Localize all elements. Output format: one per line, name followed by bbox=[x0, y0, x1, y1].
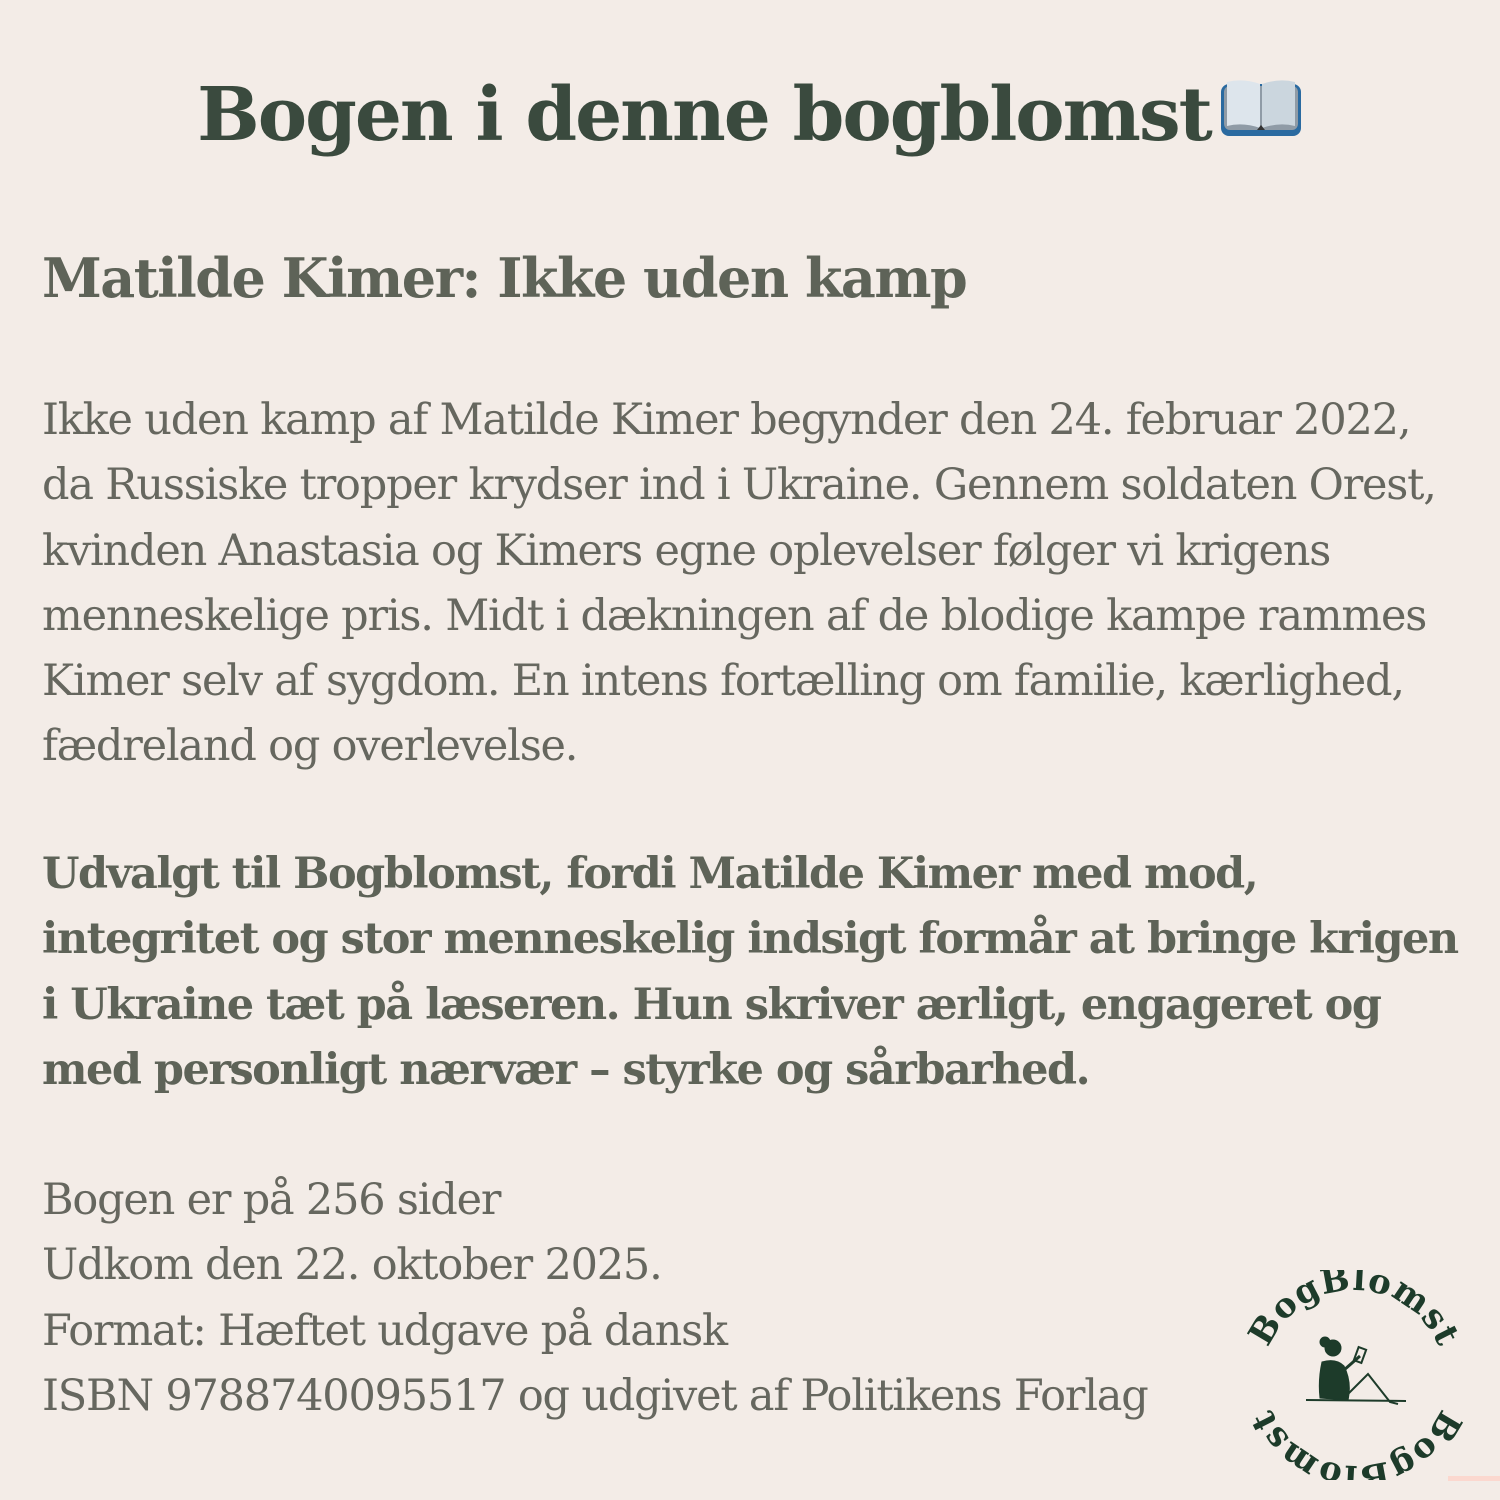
book-description: Ikke uden kamp af Matilde Kimer begynder den 24. februar 2022, da Russiske tropper krydser ind i Ukraine. Gennem soldaten Orest, kvinden Anastasia og Kimers egne oplevelser følger vi krigens menneskelige pris. Midt i dækningen af de blodige kampe rammes Kimer selv af sygdom. En intens fortælling om familie, kærlighed, fædreland og overlevelse. bbox=[42, 395, 1436, 772]
open-book-icon bbox=[1219, 72, 1303, 158]
selection-reason: Udvalgt til Bogblomst, fordi Matilde Kimer med mod, integritet og stor menneskelig indsigt formår at bringe krigen i Ukraine tæt på læseren. Hun skriver ærligt, engageret og med personligt nærvær – styrke og sårbarhed. bbox=[42, 849, 1458, 1095]
corner-accent-bar bbox=[1448, 1476, 1500, 1481]
fact-isbn-publisher: ISBN 9788740095517 og udgivet af Politikens Forlag bbox=[42, 1370, 1148, 1421]
reading-woman-icon bbox=[1306, 1337, 1406, 1404]
svg-text:BogBlomst bbox=[1241, 1270, 1468, 1352]
logo-top-text: BogBlomst bbox=[1240, 1270, 1468, 1353]
svg-text:BogBlomst bbox=[1242, 1404, 1469, 1480]
page-title-text: Bogen i denne bogblomst bbox=[197, 72, 1211, 158]
fact-release-date: Udkom den 22. oktober 2025. bbox=[42, 1240, 662, 1291]
bogblomst-logo bbox=[1240, 1270, 1470, 1480]
page-title bbox=[0, 72, 1500, 164]
logo-bottom-text: BogBlomst bbox=[1242, 1403, 1470, 1480]
fact-pages: Bogen er på 256 sider bbox=[42, 1175, 501, 1225]
book-facts bbox=[42, 1168, 1148, 1429]
fact-format: Format: Hæftet udgave på dansk bbox=[42, 1305, 727, 1356]
book-heading: Matilde Kimer: Ikke uden kamp bbox=[42, 246, 967, 310]
